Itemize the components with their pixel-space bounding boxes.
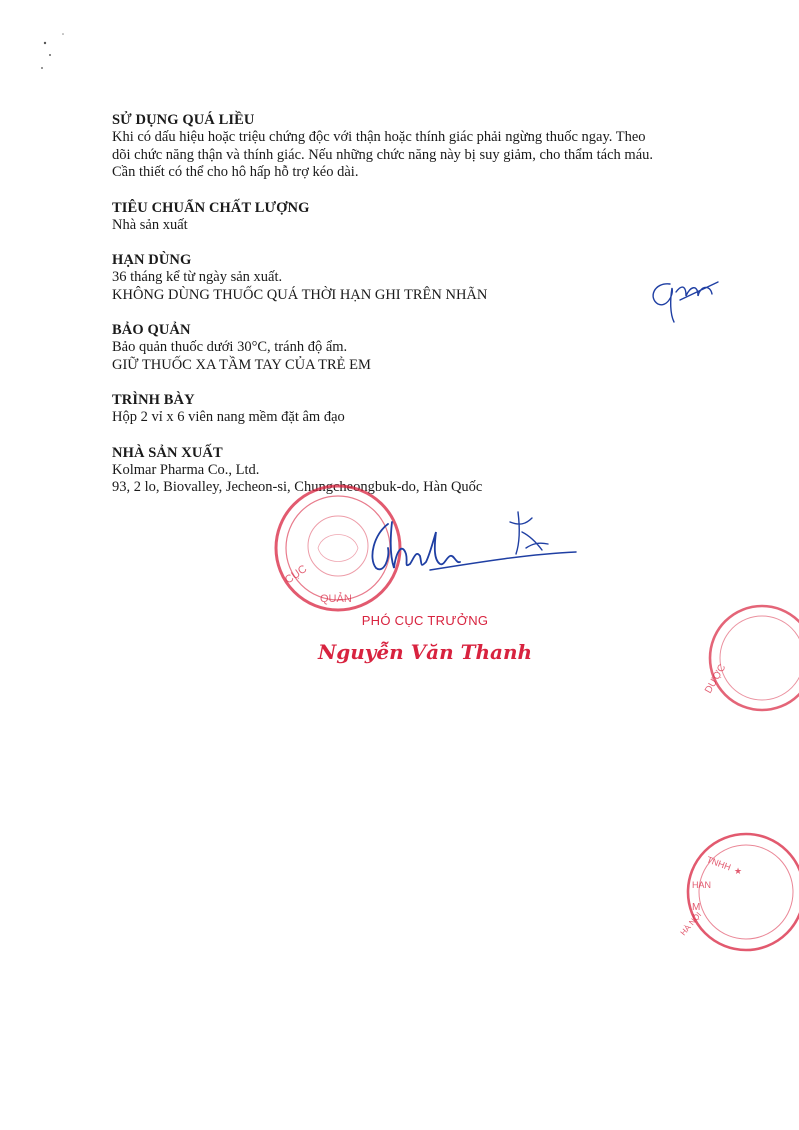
section-presentation xyxy=(112,392,712,427)
section-heading: BẢO QUẢN xyxy=(112,322,191,338)
section-line: KHÔNG DÙNG THUỐC QUÁ THỜI HẠN GHI TRÊN NHÃN xyxy=(112,286,488,303)
section-line: Bảo quản thuốc dưới 30°C, tránh độ ẩm. xyxy=(112,339,348,355)
stamp-text: M xyxy=(692,902,701,913)
director-signature xyxy=(360,508,590,588)
stamp-text: CỤC xyxy=(282,562,310,587)
section-line: 36 tháng kể từ ngày sản xuất. xyxy=(112,269,283,285)
initials-signature xyxy=(640,270,730,330)
stamp-text: QUẢN xyxy=(320,593,352,605)
signer-name: Nguyễn Văn Thanh xyxy=(317,640,533,664)
section-line: GIỮ THUỐC XA TẦM TAY CỦA TRẺ EM xyxy=(112,356,371,373)
section-line: Kolmar Pharma Co., Ltd. xyxy=(112,461,260,478)
signer-title: PHÓ CỤC TRƯỞNG xyxy=(361,613,489,628)
section-storage xyxy=(112,322,712,374)
section-heading: NHÀ SẢN XUẤT xyxy=(112,444,223,461)
stamp-text: HAN xyxy=(692,880,712,890)
section-heading: SỬ DỤNG QUÁ LIỀU xyxy=(112,112,255,128)
star-icon: ★ xyxy=(734,866,743,876)
section-line: 93, 2 lo, Biovalley, Jecheon-si, Chungcheongbuk-do, Hàn Quốc xyxy=(112,479,483,495)
section-manufacturer xyxy=(112,445,712,497)
section-quality-standard xyxy=(112,200,712,235)
section-expiry xyxy=(112,252,712,304)
scan-specks xyxy=(0,0,799,120)
section-line: Hộp 2 vỉ x 6 viên nang mềm đặt âm đạo xyxy=(112,409,345,425)
stamp-text: DƯỢC xyxy=(703,662,729,696)
edge-stamp xyxy=(700,598,799,718)
section-heading: HẠN DÙNG xyxy=(112,252,192,268)
section-heading: TIÊU CHUẨN CHẤT LƯỢNG xyxy=(112,199,310,216)
section-line: Nhà sản xuất xyxy=(112,216,188,233)
section-line: dõi chức năng thận và thính giác. Nếu những chức năng này bị suy giảm, cho thẩm tách máu. xyxy=(112,146,654,163)
section-heading: TRÌNH BÀY xyxy=(112,392,195,408)
document-body xyxy=(112,112,712,515)
stamp-text: TNHH xyxy=(705,854,733,873)
section-line: Cần thiết có thể cho hô hấp hỗ trợ kéo dài. xyxy=(112,164,359,180)
section-line: Khi có dấu hiệu hoặc triệu chứng độc với thận hoặc thính giác phải ngừng thuốc ngay. Theo xyxy=(112,129,646,145)
company-stamp xyxy=(676,826,799,962)
stamp-text: HÀ NỘI xyxy=(678,910,704,938)
section-overdose xyxy=(112,112,712,182)
